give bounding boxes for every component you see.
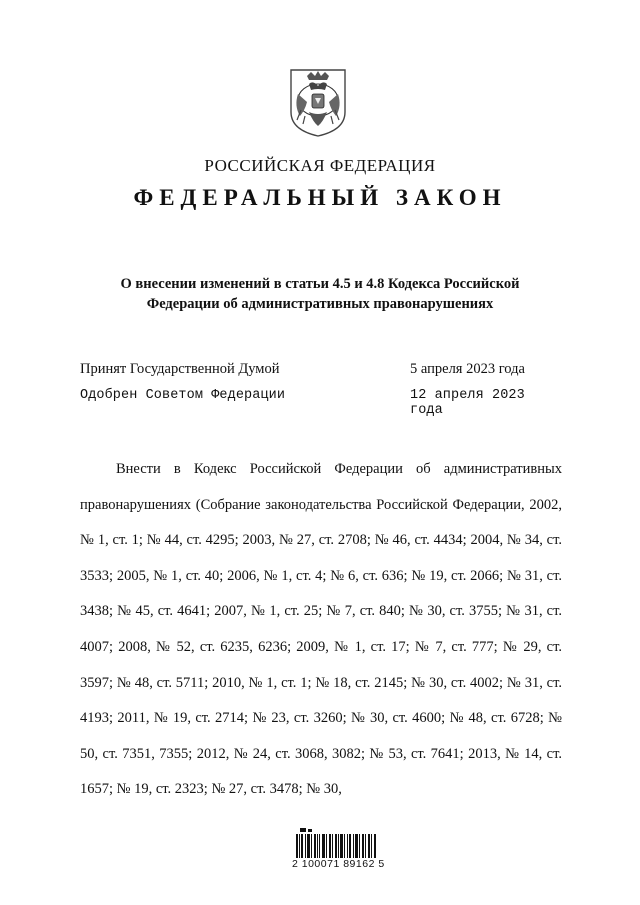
document-type: ФЕДЕРАЛЬНЫЙ ЗАКОН bbox=[133, 185, 507, 210]
adoption-council-row bbox=[80, 388, 560, 418]
coat-of-arms-icon bbox=[287, 66, 349, 138]
barcode-icon bbox=[296, 828, 378, 858]
country-name: РОССИЙСКАЯ ФЕДЕРАЦИЯ bbox=[204, 156, 436, 175]
barcode-number: 2 100071 89162 5 bbox=[292, 858, 385, 870]
adoption-duma-row bbox=[80, 361, 560, 378]
council-label: Одобрен Советом Федерации bbox=[80, 388, 286, 403]
council-date: 12 апреля 2023 года bbox=[410, 388, 525, 418]
duma-label: Принят Государственной Думой bbox=[80, 361, 280, 377]
law-title: О внесении изменений в статьи 4.5 и 4.8 Кодекса Российской Федерации об административных правонарушениях bbox=[120, 276, 520, 312]
body-paragraph: Внести в Кодекс Российской Федерации об административных правонарушениях (Собрание законодательства Российской Федерации, 2002, № 1, ст. 1; № 44, ст. 4295; 2003, № 27, ст. 2708; № 46, ст. 4434; 2004, № 34, ст. 3533; 2005, № 1, ст. 40; 2006, № 1, ст. 4; № 6, ст. 636; № 19, ст. 2066; № 31, ст. 3438; № 45, ст. 4641; 2007, № 1, ст. 25; № 7, ст. 840; № 30, ст. 3755; № 31, ст. 4007; 2008, № 52, ст. 6235, 6236; 2009, № 1, ст. 17; № 7, ст. 777; № 29, ст. 3597; № 48, ст. 5711; 2010, № 1, ст. 1; № 18, ст. 2145; № 30, ст. 4002; № 31, ст. 4193; 2011, № 19, ст. 2714; № 23, ст. 3260; № 30, ст. 4600; № 48, ст. 6728; № 50, ст. 7351, 7355; 2012, № 24, ст. 3068, 3082; № 53, ст. 7641; 2013, № 14, ст. 1657; № 19, ст. 2323; № 27, ст. 3478; № 30, bbox=[80, 461, 562, 798]
duma-date: 5 апреля 2023 года bbox=[410, 361, 525, 377]
